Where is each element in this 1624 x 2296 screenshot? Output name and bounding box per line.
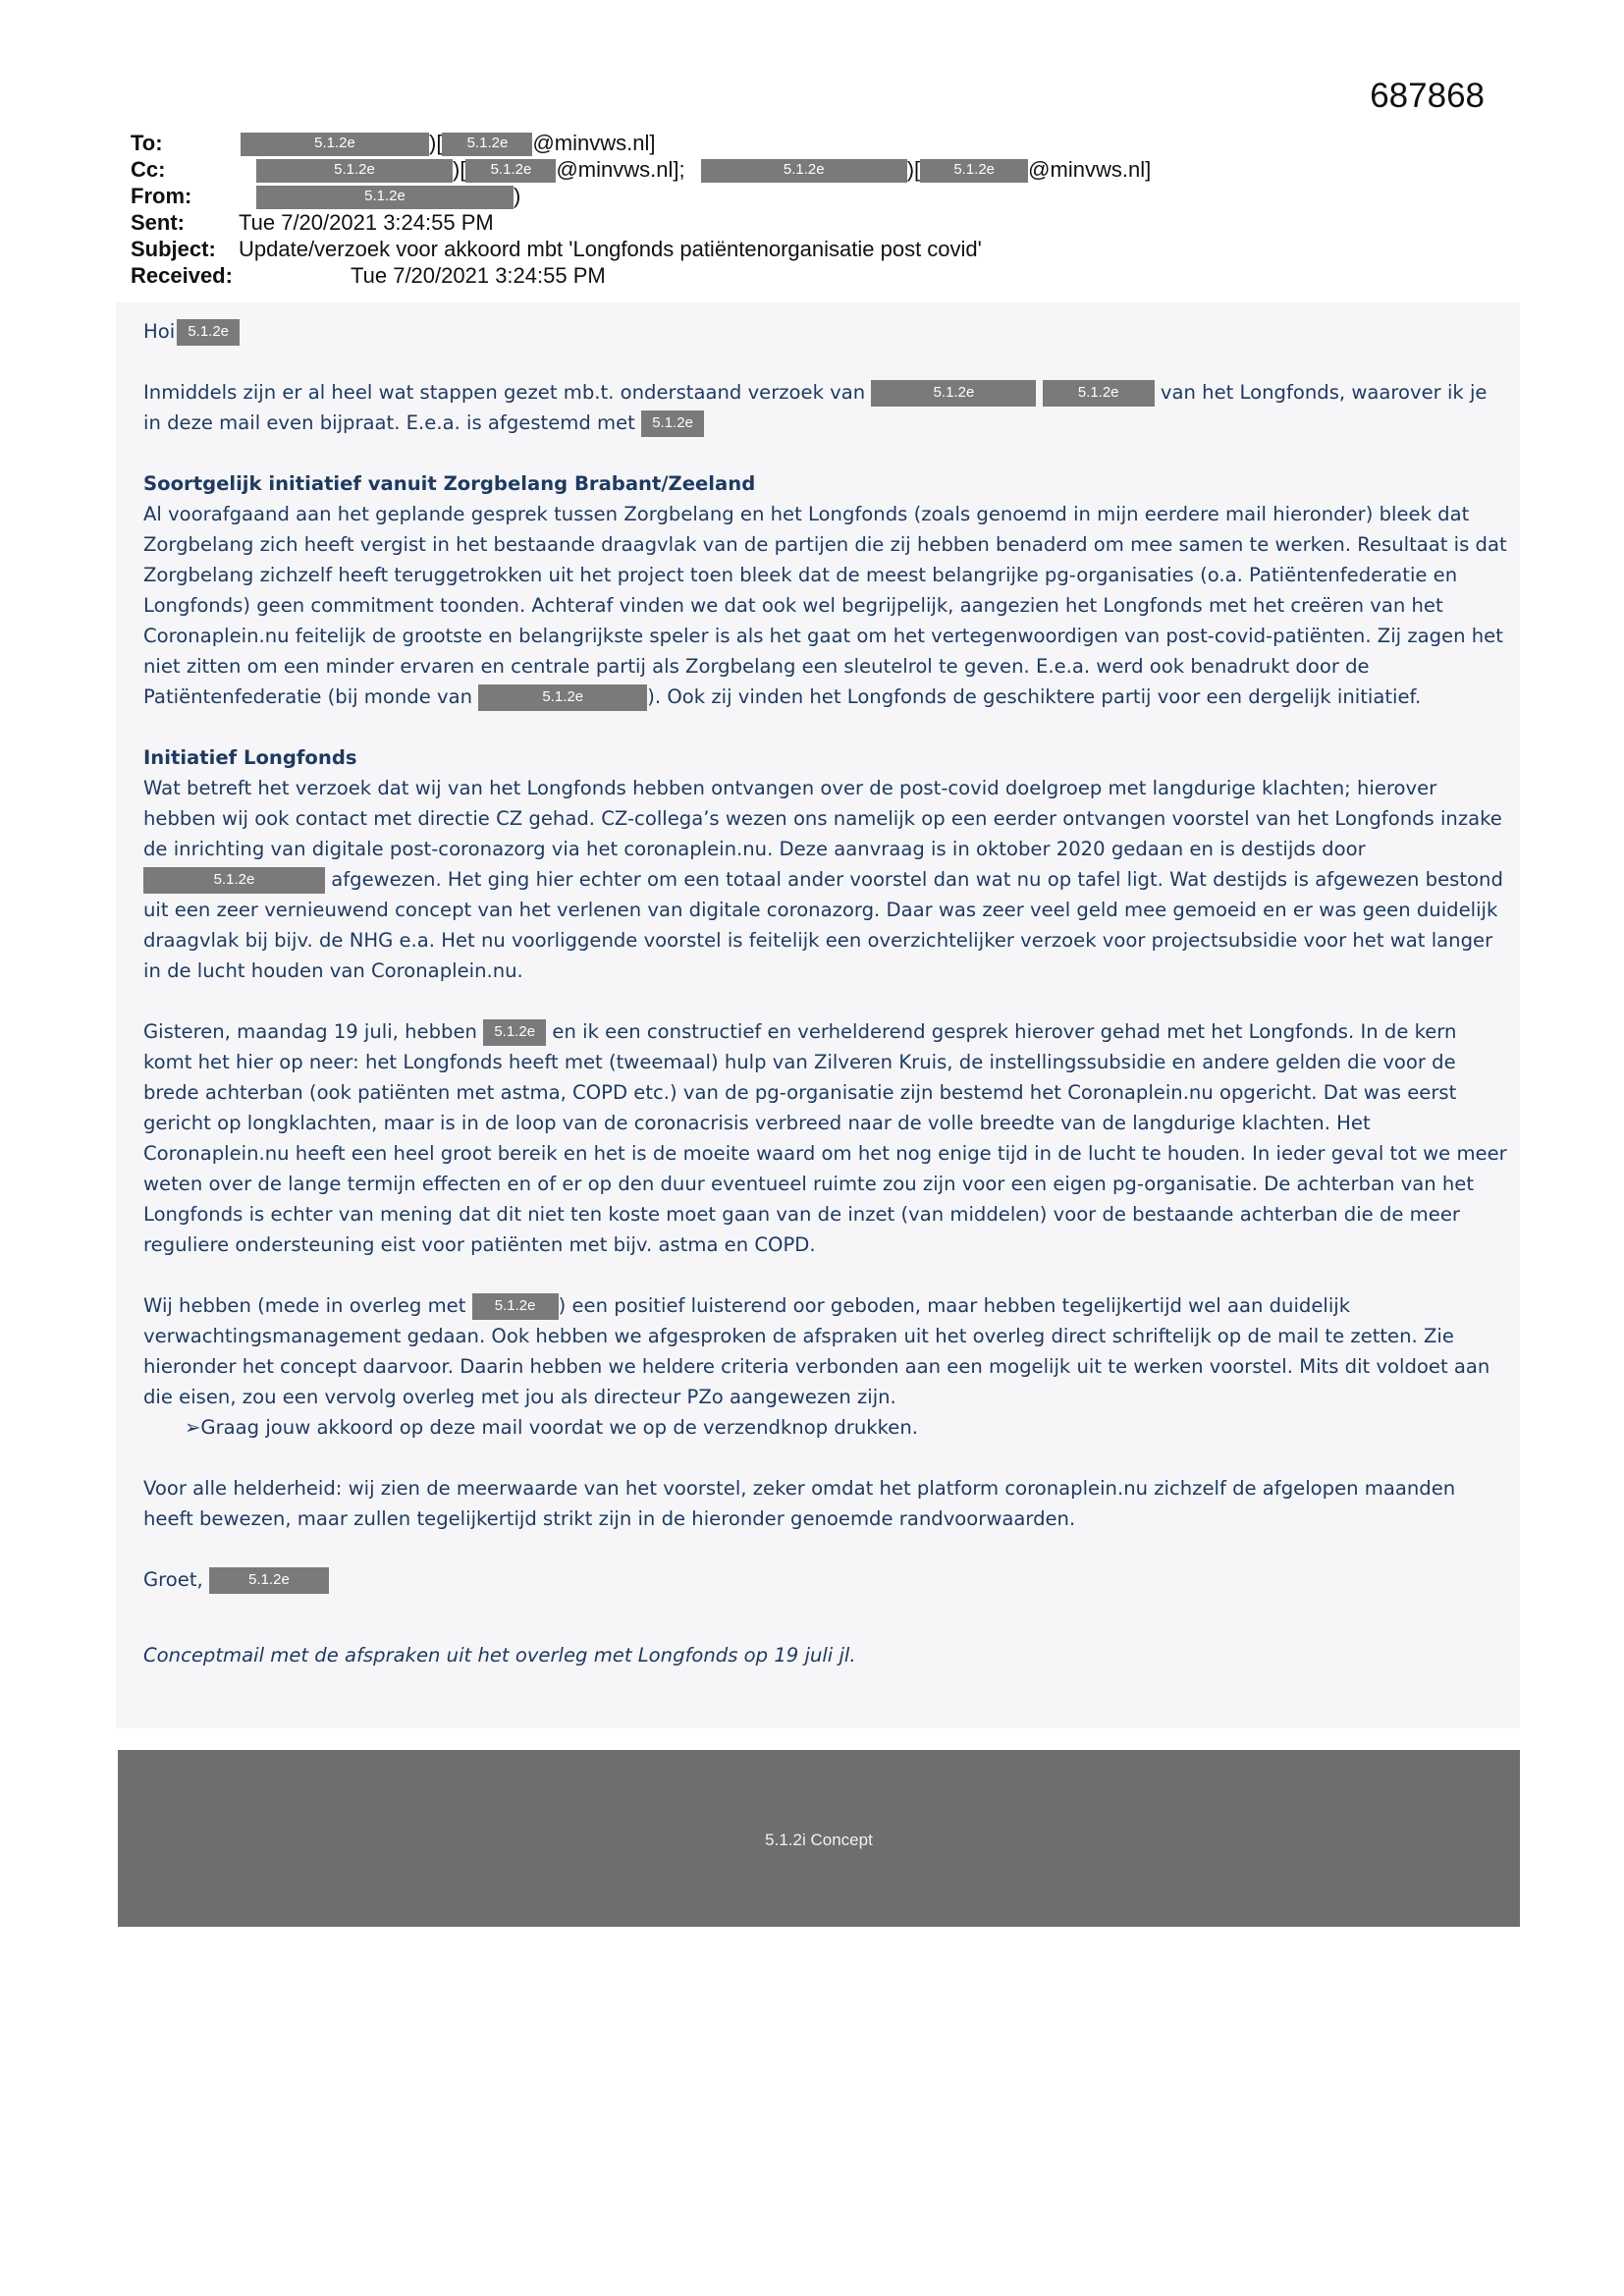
separator: ) — [514, 184, 521, 208]
to-suffix: @minvws.nl] — [532, 131, 656, 155]
text: Wat betreft het verzoek dat wij van het Longfonds hebben ontvangen over de post-covid doelgroep met langdurige klachten; hierover hebben wij ook contact met directie CZ gehad. CZ-collega’s wezen ons namelijk op een eerder ontvangen voorstel van het Longfonds inzake de inrichting van digitale post-coronazorg via het coronaplein.nu. Deze aanvraag is in oktober 2020 gedaan en is destijds door — [143, 777, 1502, 860]
separator: )[ — [429, 131, 443, 155]
greeting-paragraph — [143, 316, 1508, 347]
email-body-container — [116, 302, 1520, 1728]
request-bullet — [143, 1412, 1508, 1443]
section-heading: Soortgelijk initiatief vanuit Zorgbelang Brabant/Zeeland — [143, 472, 756, 495]
concept-label: 5.1.2i Concept — [765, 1831, 873, 1849]
concept-heading: Conceptmail met de afspraken uit het overleg met Longfonds op 19 juli jl. — [143, 1644, 856, 1667]
sent-value: Tue 7/20/2021 3:24:55 PM — [239, 210, 494, 235]
cc-label: Cc: — [131, 157, 166, 182]
closing-paragraph — [143, 1564, 1508, 1595]
document-id: 687868 — [1370, 77, 1485, 115]
text: Al voorafgaand aan het geplande gesprek tussen Zorgbelang en het Longfonds (zoals genoemd in mijn eerdere mail hieronder) bleek dat Zorgbelang zich heeft vergist in het bestaande draagvlak van de partijen die zij hebben benaderd om mee samen te werken. Resultaat is dat Zorgbelang zichzelf heeft teruggetrokken uit het project toen bleek dat de meest belangrijke pg-organisaties (o.a. Patiëntenfederatie en Longfonds) geen commitment toonden. Achteraf vinden we dat ook wel begrijpelijk, aangezien het Longfonds met het creëren van het Coronaplein.nu feitelijk de grootste en belangrijkste speler is als het gaat om het vertegenwoordigen van post-covid-patiënten. Zij zagen het niet zitten om een minder ervaren en centrale partij als Zorgbelang een sleutelrol te geven. E.e.a. werd ook benadrukt door de Patiëntenfederatie (bij monde van — [143, 503, 1507, 708]
redaction: 5.1.2e — [478, 684, 647, 711]
email-body — [143, 316, 1508, 1701]
paragraph-intro — [143, 377, 1508, 438]
redaction: 5.1.2e — [442, 133, 532, 156]
redaction: 5.1.2e — [256, 186, 514, 209]
section-heading: Initiatief Longfonds — [143, 746, 357, 769]
redaction: 5.1.2e — [177, 319, 240, 346]
redaction: 5.1.2e — [472, 1293, 559, 1320]
subject-label: Subject: — [131, 237, 216, 261]
cc-suffix-1: @minvws.nl]; — [556, 157, 685, 182]
redaction: 5.1.2e — [701, 159, 907, 183]
received-row — [131, 262, 1544, 289]
separator: )[ — [906, 157, 921, 182]
redaction: 5.1.2e — [871, 380, 1036, 407]
cc-row — [131, 156, 1544, 183]
received-value: Tue 7/20/2021 3:24:55 PM — [351, 263, 606, 288]
subject-row — [131, 236, 1544, 262]
redaction: 5.1.2e — [641, 410, 704, 437]
concept-redaction-box — [118, 1750, 1520, 1927]
text: afgewezen. Het ging hier echter om een totaal ander voorstel dan wat nu op tafel ligt. Wat destijds is afgewezen bestond uit een zeer vernieuwend concept van het verlenen van digitale coronazorg. Daar was zeer veel geld mee gemoeid en er was geen duidelijk draagvlak bij bijv. de NHG e.a. Het nu voorliggende voorstel is feitelijk een overzichtelijker verzoek voor projectsubsidie voor het wat langer in de lucht houden van Coronaplein.nu. — [143, 868, 1503, 982]
paragraph-meeting — [143, 1016, 1508, 1260]
received-label: Received: — [131, 263, 233, 288]
arrow-icon: ➢ — [185, 1416, 201, 1439]
text: Inmiddels zijn er al heel wat stappen gezet mb.t. onderstaand verzoek van — [143, 381, 866, 404]
redaction: 5.1.2e — [241, 133, 429, 156]
text: ) een positief luisterend oor geboden, maar hebben tegelijkertijd wel aan duidelijk verwachtingsmanagement gedaan. Ook hebben we afgesproken de afspraken uit het overleg direct schriftelijk op de mail te zetten. Zie hieronder het concept daarvoor. Daarin hebben we heldere criteria verbonden aan een mogelijk uit te werken voorstel. Mits dit voldoet aan die eisen, zou een vervolg overleg met jou als directeur PZo aangewezen zijn. — [143, 1294, 1490, 1408]
text: van het Longfonds, waarover ik je in deze mail even bijpraat. E.e.a. is afgestemd met — [143, 381, 1488, 434]
text: Voor alle helderheid: wij zien de meerwaarde van het voorstel, zeker omdat het platform coronaplein.nu zichzelf de afgelopen maanden heeft bewezen, maar zullen tegelijkertijd strikt zijn in de hieronder genoemde randvoorwaarden. — [143, 1477, 1456, 1530]
subject-value: Update/verzoek voor akkoord mbt 'Longfonds patiëntenorganisatie post covid' — [239, 237, 982, 261]
paragraph-longfonds — [143, 742, 1508, 986]
cc-suffix-2: @minvws.nl] — [1028, 157, 1152, 182]
closing: Groet, — [143, 1568, 203, 1591]
redaction: 5.1.2e — [256, 159, 453, 183]
sent-row — [131, 209, 1544, 236]
text: Graag jouw akkoord op deze mail voordat we op de verzendknop drukken. — [200, 1416, 918, 1439]
redaction: 5.1.2e — [465, 159, 556, 183]
text: Wij hebben (mede in overleg met — [143, 1294, 466, 1317]
redaction: 5.1.2e — [920, 159, 1028, 183]
paragraph-clarity — [143, 1473, 1508, 1534]
greeting: Hoi — [143, 320, 176, 343]
email-header — [131, 130, 1544, 289]
to-row — [131, 130, 1544, 156]
redaction: 5.1.2e — [209, 1567, 329, 1594]
redaction: 5.1.2e — [143, 867, 325, 894]
text: ). Ook zij vinden het Longfonds de geschiktere partij voor een dergelijk initiatief. — [647, 685, 1422, 708]
redaction: 5.1.2e — [1043, 380, 1155, 407]
from-row — [131, 183, 1544, 209]
redaction: 5.1.2e — [483, 1019, 546, 1046]
from-label: From: — [131, 184, 192, 208]
paragraph-agreement — [143, 1290, 1508, 1412]
paragraph-zorgbelang — [143, 468, 1508, 712]
separator: )[ — [453, 157, 466, 182]
sent-label: Sent: — [131, 210, 185, 235]
text: Gisteren, maandag 19 juli, hebben — [143, 1020, 477, 1043]
text: en ik een constructief en verhelderend gesprek hierover gehad met het Longfonds. In de kern komt het hier op neer: het Longfonds heeft met (tweemaal) hulp van Zilveren Kruis, de instellingssubsidie en andere gelden die voor de brede achterban (ook patiënten met astma, COPD etc.) van de pg-organisatie zijn bestemd het Coronaplein.nu opgericht. Dat was eerst gericht op longklachten, maar is in de loop van de coronacrisis verbreed naar de volle breedte van de langdurige klachten. Het Coronaplein.nu heeft een heel groot bereik en het is de moeite waard om het nog enige tijd in de lucht te houden. In ieder geval tot we meer weten over de lange termijn effecten en of er op den duur eventueel ruimte zou zijn voor een eigen pg-organisatie. De achterban van het Longfonds is echter van mening dat dit niet ten koste moet gaan van de inzet (van middelen) voor de bestaande achterban die de meer reguliere ondersteuning eist voor patiënten met bijv. astma en COPD. — [143, 1020, 1507, 1256]
to-label: To: — [131, 131, 163, 155]
